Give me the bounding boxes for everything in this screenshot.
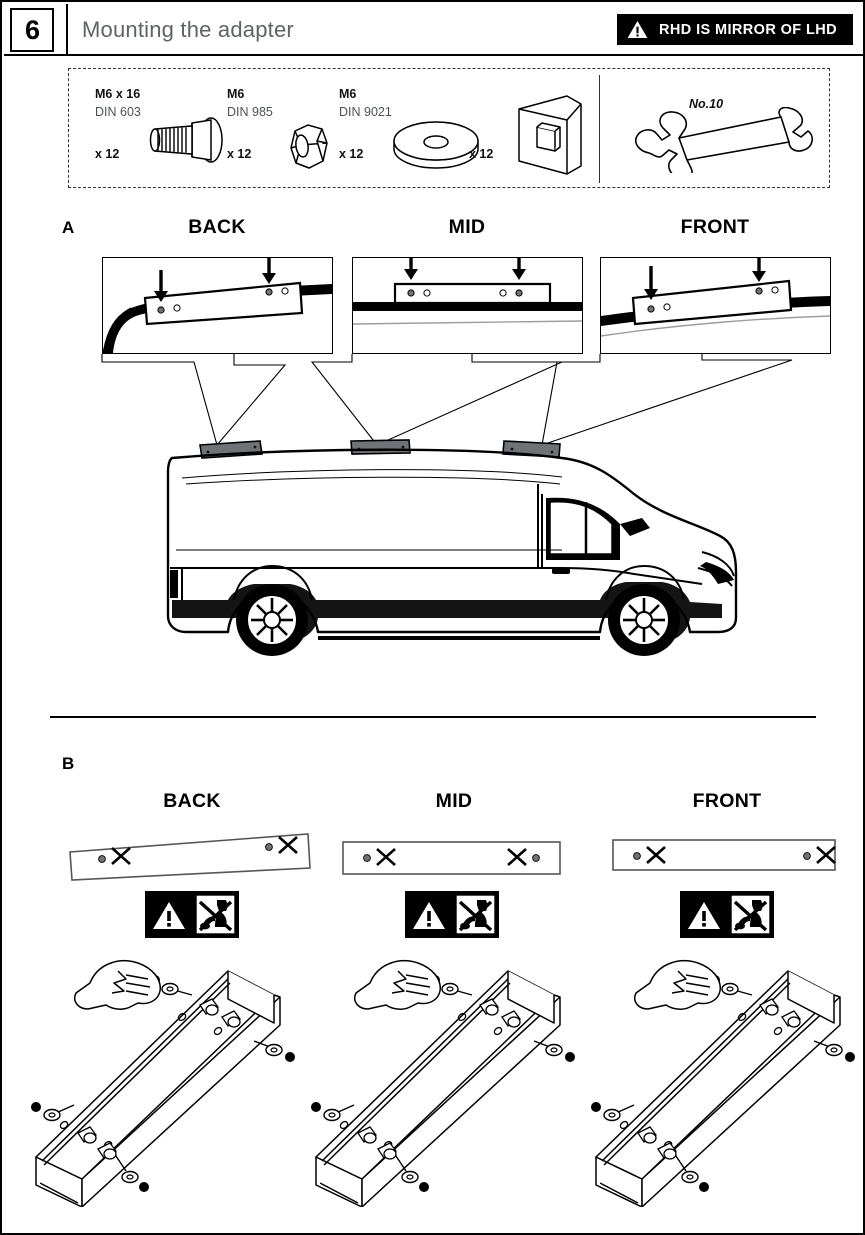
part-din: DIN 603 — [95, 105, 141, 119]
rail-assembly-mid-icon — [302, 957, 592, 1207]
warning-triangle-box — [405, 891, 452, 938]
tool-item-wrench — [617, 69, 827, 189]
section-b-letter: B — [62, 754, 75, 773]
part-item-washer — [339, 69, 479, 189]
section-b-column-label-mid: MID — [435, 790, 473, 812]
lock-nut-icon — [281, 121, 343, 173]
tool-label: No.10 — [689, 97, 724, 111]
header-rule — [4, 54, 865, 56]
adapter-plate-back-icon — [64, 826, 314, 886]
section-a-column-label-back: BACK — [188, 216, 246, 238]
section-a-column-label-mid: MID — [448, 216, 486, 238]
roof-adapter-plate-mid — [351, 440, 410, 454]
parts-list-box — [68, 68, 830, 188]
no-excessive-force-icon — [195, 894, 236, 935]
section-b-column-label-front: FRONT — [692, 790, 762, 812]
part-title: M6 x 16 — [95, 87, 141, 101]
section-a-letter: A — [62, 218, 75, 237]
warning-triangle-box — [145, 891, 192, 938]
section-a-column-label-front: FRONT — [680, 216, 750, 238]
warning-triangle-icon — [152, 900, 186, 930]
no-excessive-force-box — [452, 891, 499, 938]
section-divider — [50, 716, 816, 718]
rail-assembly-front-icon — [582, 957, 865, 1207]
rail-assembly-back-icon — [22, 957, 312, 1207]
washer-icon — [391, 117, 481, 177]
van-side-view-icon — [142, 432, 742, 697]
adapter-plate-mid-icon — [339, 832, 564, 882]
part-din: DIN 985 — [227, 105, 273, 119]
warning-pair-mid — [405, 891, 499, 938]
no-excessive-force-icon — [455, 894, 496, 935]
part-item-carriage-bolt — [95, 69, 235, 189]
adapter-plate-front-icon — [609, 832, 841, 882]
no-excessive-force-box — [192, 891, 239, 938]
page-title: Mounting the adapter — [82, 17, 294, 42]
warning-pair-back — [145, 891, 239, 938]
rhd-warning-banner — [617, 14, 853, 45]
page-header — [4, 4, 863, 52]
warning-triangle-icon — [412, 900, 446, 930]
section-b-column-label-back: BACK — [163, 790, 221, 812]
front-wheel — [608, 584, 680, 656]
slotted-square-plate-icon — [511, 93, 589, 183]
step-number-badge: 6 — [10, 8, 54, 52]
part-title: M6 — [339, 87, 357, 101]
part-quantity: x 12 — [469, 147, 494, 161]
no-excessive-force-box — [727, 891, 774, 938]
part-quantity: x 12 — [95, 147, 120, 161]
no-excessive-force-icon — [730, 894, 771, 935]
hand-icon — [355, 961, 441, 1009]
part-quantity: x 12 — [339, 147, 364, 161]
rhd-warning-text: RHD IS MIRROR OF LHD — [659, 21, 837, 38]
hand-icon — [75, 961, 161, 1009]
part-item-lock-nut — [227, 69, 347, 189]
carriage-bolt-icon — [135, 107, 235, 175]
parts-tool-divider — [599, 75, 600, 183]
warning-triangle-icon — [627, 20, 648, 39]
warning-triangle-box — [680, 891, 727, 938]
rear-wheel — [236, 584, 308, 656]
part-quantity: x 12 — [227, 147, 252, 161]
hand-icon — [635, 961, 721, 1009]
part-din: DIN 9021 — [339, 105, 392, 119]
warning-pair-front — [680, 891, 774, 938]
open-end-wrench-icon — [629, 107, 819, 173]
part-item-slotted-plate — [469, 69, 599, 189]
part-title: M6 — [227, 87, 245, 101]
warning-triangle-icon — [687, 900, 721, 930]
header-divider — [66, 4, 68, 56]
